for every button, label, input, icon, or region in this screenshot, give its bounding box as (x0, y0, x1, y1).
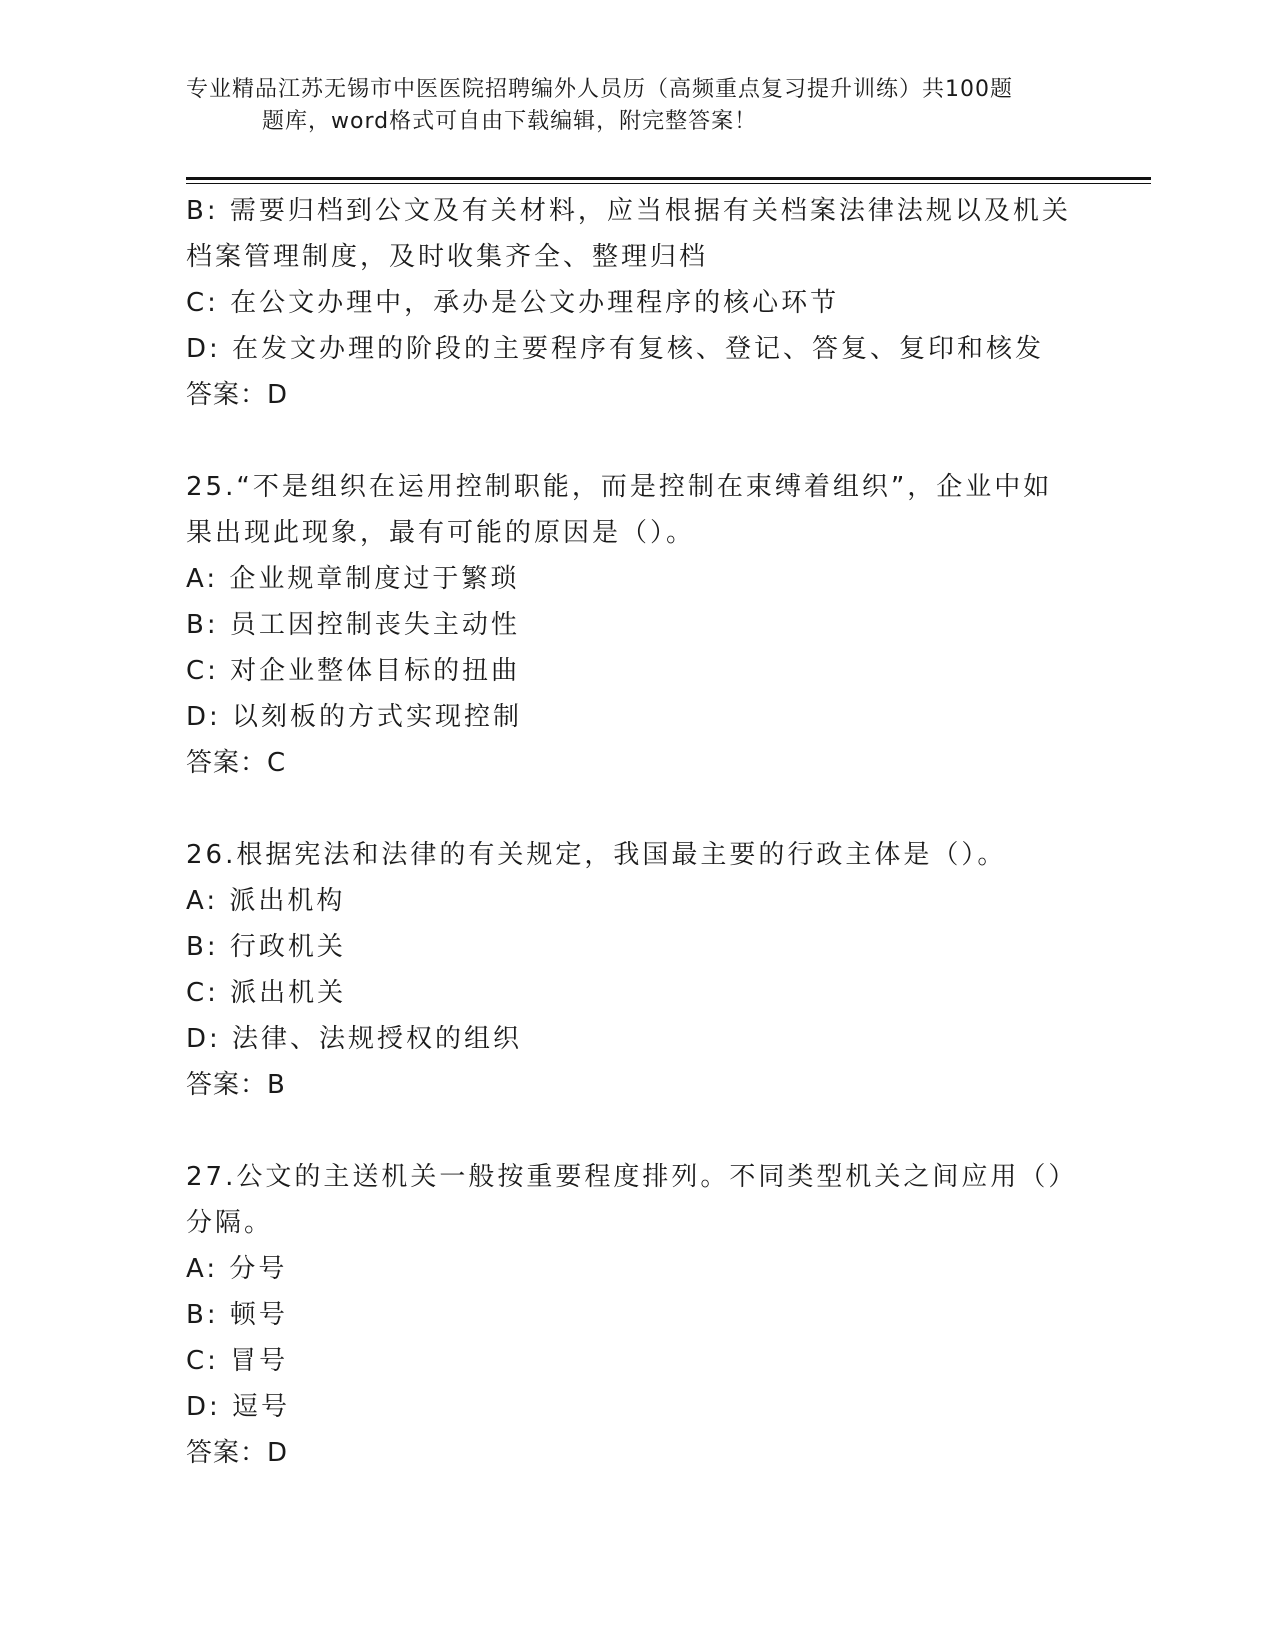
option-c: C: 冒号 (186, 1346, 289, 1376)
option-a: A: 派出机构 (186, 886, 346, 916)
question-27 (186, 1154, 1086, 1476)
question-spacer (186, 418, 1086, 464)
option-c: C: 在公文办理中，承办是公文办理程序的核心环节 (186, 288, 840, 318)
question-spacer (186, 1108, 1086, 1154)
option-b: B: 员工因控制丧失主动性 (186, 610, 520, 640)
option-d: D: 在发文办理的阶段的主要程序有复核、登记、答复、复印和核发 (186, 334, 1045, 364)
question-stem-line1: 25.“不是组织在运用控制职能，而是控制在束缚着组织”，企业中如 (186, 472, 1053, 502)
answer: 答案：D (186, 1438, 289, 1468)
option-d: D: 法律、法规授权的组织 (186, 1024, 523, 1054)
option-b: B: 顿号 (186, 1300, 288, 1330)
option-b: B: 行政机关 (186, 932, 346, 962)
question-stem-line2: 分隔。 (186, 1208, 274, 1238)
answer: 答案：B (186, 1070, 286, 1100)
option-a: A: 企业规章制度过于繁琐 (186, 564, 520, 594)
question-stem-line1: 26.根据宪法和法律的有关规定，我国最主要的行政主体是（）。 (186, 840, 1007, 870)
option-c: C: 派出机关 (186, 978, 347, 1008)
question-content (186, 188, 1086, 1476)
document-header (186, 74, 1086, 138)
option-d: D: 逗号 (186, 1392, 291, 1422)
header-divider-thin (186, 183, 1151, 184)
option-d: D: 以刻板的方式实现控制 (186, 702, 523, 732)
answer: 答案：C (186, 748, 287, 778)
question-stem-line1: 27.公文的主送机关一般按重要程度排列。不同类型机关之间应用（） (186, 1162, 1078, 1192)
option-b-line2: 档案管理制度，及时收集齐全、整理归档 (186, 242, 709, 272)
question-spacer (186, 786, 1086, 832)
option-a: A: 分号 (186, 1254, 288, 1284)
question-24-continuation (186, 188, 1086, 418)
option-b-line1: B: 需要归档到公文及有关材料，应当根据有关档案法律法规以及机关 (186, 196, 1071, 226)
option-c: C: 对企业整体目标的扭曲 (186, 656, 521, 686)
header-title-line2: 题库，word格式可自由下载编辑，附完整答案！ (262, 109, 758, 134)
answer: 答案：D (186, 380, 289, 410)
question-25 (186, 464, 1086, 786)
header-divider-thick (186, 177, 1151, 180)
header-title-line1: 专业精品江苏无锡市中医医院招聘编外人员历（高频重点复习提升训练）共100题 (186, 77, 1013, 102)
question-stem-line2: 果出现此现象，最有可能的原因是（）。 (186, 518, 696, 548)
question-26 (186, 832, 1086, 1108)
